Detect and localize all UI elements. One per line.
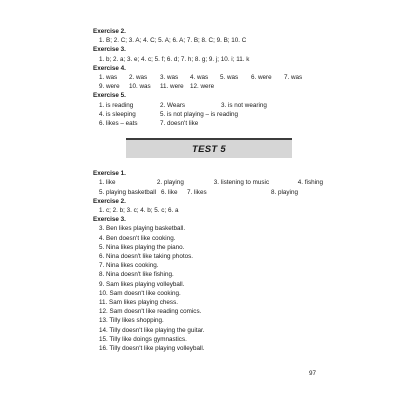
test-exercise-3-title: Exercise 3. <box>93 216 126 224</box>
exercise-3-title: Exercise 3. <box>93 46 126 54</box>
exercise-2-title: Exercise 2. <box>93 28 126 35</box>
answer-item: 2. was <box>129 74 148 82</box>
answer-item: 5. playing basketball <box>99 188 157 196</box>
answer-key-content <box>93 27 323 353</box>
list-item: 6. Nina doesn't like taking photos. <box>99 253 193 261</box>
answer-item: 12. were <box>190 83 215 91</box>
exercise-2-answers: 1. B; 2. C; 3. A; 4. C; 5. A; 6. A; 7. B; 8. C; 9. B; 10. C <box>99 37 247 45</box>
list-item: 7. Nina likes cooking. <box>99 262 159 270</box>
test-exercise-1-row-1 <box>93 178 323 187</box>
answer-item: 3. was <box>160 74 179 82</box>
list-item: 3. Ben likes playing basketball. <box>99 225 186 233</box>
test-exercise-1-row-2 <box>93 188 323 197</box>
list-item: 14. Tilly doesn't like playing the guitar. <box>99 326 205 334</box>
exercise-3-answers: 1. b; 2. a; 3. e; 4. c; 5. f; 6. d; 7. h; 8. g; 9. j; 10. i; 11. k <box>99 55 250 63</box>
page-number: 97 <box>309 370 317 377</box>
exercise-5-row-3 <box>93 119 323 128</box>
exercise-4-title: Exercise 4. <box>93 64 126 72</box>
answer-item: 10. was <box>129 83 151 91</box>
list-item: 11. Sam likes playing chess. <box>99 299 178 307</box>
test-exercise-2-answers: 1. c; 2. b; 3. c; 4. b; 5. c; 6. a <box>99 207 179 215</box>
answer-item: 2. playing <box>156 179 184 187</box>
test-exercise-3-list <box>93 224 323 353</box>
answer-item: 1. like <box>99 179 116 187</box>
test-title: TEST 5 <box>191 143 226 155</box>
exercise-4-row-1 <box>93 73 323 82</box>
answer-item: 1. is reading <box>99 101 134 109</box>
list-item: 4. Ben doesn't like cooking. <box>99 234 176 242</box>
list-item: 13. Tilly likes shopping. <box>99 317 164 325</box>
answer-item: 6. were <box>251 74 272 82</box>
test-banner <box>126 138 292 158</box>
exercise-4-row-2 <box>93 82 323 91</box>
answer-item: 5. is not playing – is reading <box>160 110 239 118</box>
answer-item: 7. was <box>284 74 303 82</box>
answer-item: 3. is not wearing <box>221 101 267 109</box>
list-item: 16. Tilly doesn't like playing volleyball. <box>99 345 205 353</box>
answer-item: 2. Wears <box>160 101 186 109</box>
list-item: 9. Sam likes playing volleyball. <box>99 280 185 288</box>
answer-item: 9. were <box>99 83 120 91</box>
answer-item: 4. was <box>190 74 209 82</box>
list-item: 15. Tilly like doings gymnastics. <box>99 335 187 343</box>
list-item: 8. Nina doesn't like fishing. <box>99 271 174 279</box>
answer-item: 8. playing <box>271 188 298 196</box>
answer-item: 4. fishing <box>297 179 323 187</box>
exercise-5-row-2 <box>93 110 323 119</box>
answer-item: 4. is sleeping <box>99 110 136 118</box>
exercise-5-row-1 <box>93 101 323 110</box>
list-item: 12. Sam doesn't like reading comics. <box>99 308 202 316</box>
answer-item: 5. was <box>220 74 239 82</box>
answer-item: 6. like <box>161 188 178 196</box>
answer-item: 7. likes <box>187 188 207 196</box>
test-exercise-1-title: Exercise 1. <box>93 170 126 178</box>
answer-item: 3. listening to music <box>213 179 270 187</box>
answer-item: 11. were <box>160 83 184 91</box>
answer-item: 1. was <box>99 74 118 82</box>
list-item: 10. Sam doesn't like cooking. <box>99 289 181 297</box>
test-exercise-2-title: Exercise 2. <box>93 197 126 205</box>
answer-item: 6. likes – eats <box>99 120 138 128</box>
answer-item: 7. doesn't like <box>160 120 199 128</box>
exercise-5-title: Exercise 5. <box>93 92 126 100</box>
list-item: 5. Nina likes playing the piano. <box>99 243 185 251</box>
